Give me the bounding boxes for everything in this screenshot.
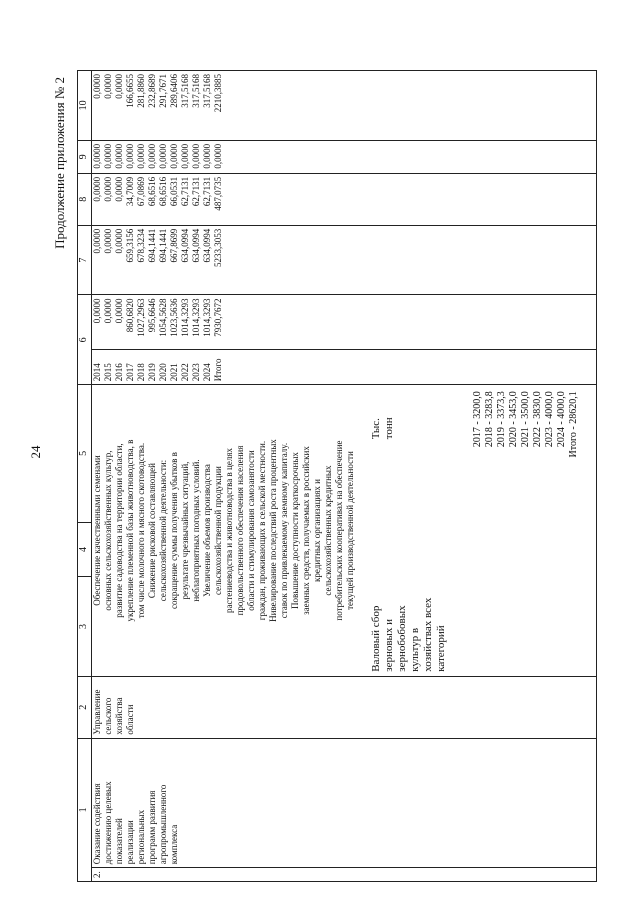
text-line: заемных средств, получаемых в российских	[301, 446, 311, 615]
program-table	[77, 70, 597, 882]
indicator-name	[370, 592, 448, 672]
text-line: сельскохозяйственной деятельности:	[158, 459, 168, 602]
text-line: кредитных организациях и	[312, 479, 322, 582]
text-line: 289,6406	[169, 74, 179, 108]
expected-effects	[92, 389, 356, 672]
text-line: 694,1441	[158, 228, 168, 263]
executor	[92, 676, 597, 738]
header-col-6: 6	[78, 295, 92, 385]
text-line: Увеличение объемов производства	[202, 464, 212, 597]
text-line: категорий	[435, 625, 447, 672]
text-line: хозяйствах всех	[422, 597, 434, 672]
text-line: 0,0000	[191, 143, 201, 169]
text-line: 659,3156	[125, 228, 135, 263]
text-line: 2023	[191, 363, 201, 382]
text-line: 0,0000	[114, 298, 124, 324]
text-line: 0,0000	[92, 176, 102, 202]
text-line: 67,0869	[136, 176, 146, 207]
text-line: области	[125, 704, 135, 735]
text-line: 2018 - 3283,8	[484, 391, 495, 448]
continuation-title: Продолжение приложения № 2	[52, 77, 67, 249]
total-funding-column	[92, 295, 597, 350]
text-line: 0,0000	[114, 74, 124, 99]
text-line: 166,6655	[125, 74, 135, 108]
text-line: основных сельскохозяйственных культур,	[103, 450, 113, 611]
measure-title	[92, 738, 597, 868]
text-line: 1014,3293	[180, 298, 190, 337]
text-line: сельскохозяйственной продукции	[213, 466, 223, 595]
text-line: 291,7671	[158, 74, 168, 108]
text-line: 2018	[136, 363, 146, 382]
text-line: 2015	[103, 363, 113, 382]
effects-and-indicators	[92, 385, 597, 677]
header-col-10: 10	[78, 71, 92, 141]
text-line: 667,8699	[169, 228, 179, 263]
text-line: граждан, проживающих в сельской местности.	[257, 440, 267, 621]
text-line: 2017	[125, 363, 135, 382]
federal-funding-column	[92, 225, 597, 295]
text-line: 0,0000	[92, 228, 102, 254]
text-line: 5233,3053	[213, 228, 223, 267]
text-line: 2023 - 4000,0	[544, 391, 555, 448]
text-line: Оказание содействия	[92, 783, 102, 865]
text-line: 1014,3293	[202, 298, 212, 337]
text-line: культур в	[409, 627, 421, 672]
text-line: Повышение доступности краткосрочных	[290, 452, 300, 609]
text-line: 2024 - 4000,0	[556, 391, 567, 448]
text-line: растениеводства и животноводства в целях	[224, 448, 234, 614]
text-line: 0,0000	[114, 176, 124, 202]
header-col-4: 4	[78, 522, 92, 577]
text-line: 0,0000	[103, 143, 113, 169]
row-number: 2.	[92, 868, 597, 882]
text-line: неблагоприятных погодных условий.	[191, 459, 201, 602]
text-line: 2020	[158, 363, 168, 382]
text-line: показателей	[114, 818, 124, 865]
text-line: 2022 - 3830,0	[532, 391, 543, 448]
text-line: 0,0000	[103, 228, 113, 254]
text-line: 694,1441	[147, 228, 157, 263]
text-line: региональных	[136, 809, 146, 865]
indicator-values	[472, 389, 580, 672]
page-number: 24	[28, 445, 43, 459]
text-line: достижению целевых	[103, 781, 113, 865]
text-line: 0,0000	[180, 143, 190, 169]
text-line: 2024	[202, 363, 212, 382]
text-line: 2022	[180, 363, 190, 382]
text-line: реализации	[125, 820, 135, 865]
text-line: 62,7131	[202, 176, 212, 207]
indicator-block	[370, 389, 448, 672]
text-line: 0,0000	[136, 143, 146, 169]
text-line: Валовый сбор	[370, 605, 382, 672]
document-page	[20, 12, 620, 892]
text-line: ставок по привлекаемому заемному капиталу.	[279, 442, 289, 619]
text-line: 62,7131	[180, 176, 190, 207]
text-line: Снижение рисковой составляющей	[147, 463, 157, 599]
text-line: 0,0000	[92, 74, 102, 99]
text-line: 0,0000	[92, 143, 102, 169]
text-line: 0,0000	[92, 298, 102, 324]
text-line: 0,0000	[202, 143, 212, 169]
text-line: 634,0994	[180, 228, 190, 263]
text-line: 0,0000	[114, 143, 124, 169]
text-line: сельскохозяйственных кредитных	[323, 465, 333, 596]
text-line: 317,5168	[202, 74, 212, 108]
text-line: текущей производственной деятельности	[345, 451, 355, 610]
text-line: 317,5168	[191, 74, 201, 108]
text-line: 317,5168	[180, 74, 190, 108]
header-col-7: 7	[78, 225, 92, 295]
table-row	[92, 71, 597, 882]
text-line: 634,0994	[191, 228, 201, 263]
text-line: 2210,3885	[213, 74, 223, 113]
header-row	[78, 71, 92, 882]
header-col-2: 2	[78, 676, 92, 738]
text-line: хозяйства	[114, 697, 124, 735]
extrabudget-funding-column	[92, 71, 597, 141]
header-col-5: 5	[78, 385, 92, 522]
text-line: 0,0000	[125, 143, 135, 169]
text-line: зерновых и	[383, 618, 395, 672]
text-line: том числе молочного и мясного скотоводства.	[136, 442, 146, 619]
text-line: 2019 - 3373,3	[496, 391, 507, 448]
text-line: агропромышленного	[158, 784, 168, 865]
text-line: области и стимулирования самозанятости	[246, 450, 256, 611]
text-line: 0,0000	[213, 143, 223, 169]
text-line: сельского	[103, 697, 113, 735]
text-line: 487,0735	[213, 176, 223, 211]
text-line: 634,0994	[202, 228, 212, 263]
text-line: 2019	[147, 363, 157, 382]
header-col-3: 3	[78, 577, 92, 676]
text-line: 2021 - 3500,0	[520, 391, 531, 448]
text-line: 995,6646	[147, 298, 157, 333]
text-line: Итого - 28620,1	[568, 391, 579, 458]
header-col-1: 1	[78, 738, 92, 881]
regional-funding-column	[92, 173, 597, 225]
text-line: комплекса	[169, 824, 179, 865]
text-line: Тыс.	[370, 418, 382, 440]
header-col-8: 8	[78, 173, 92, 225]
text-line: 0,0000	[169, 143, 179, 169]
text-line: Итого	[213, 358, 223, 382]
text-line: 62,7131	[191, 176, 201, 207]
text-line: 34,7009	[125, 176, 135, 207]
indicator-unit	[370, 399, 448, 439]
text-line: Обеспечение качественными семенами	[92, 455, 102, 606]
text-line: 1027,2963	[136, 298, 146, 337]
text-line: 0,0000	[114, 228, 124, 254]
text-line: Нивелирование последствий роста процентных	[268, 439, 278, 622]
text-line: укрепление племенной базы животноводства, в	[125, 439, 135, 622]
text-line: 66,0531	[169, 176, 179, 207]
text-line: 2014	[92, 363, 102, 382]
text-line: 0,0000	[158, 143, 168, 169]
years-column	[92, 350, 597, 385]
text-line: результате чрезвычайных ситуаций,	[180, 461, 190, 600]
text-line: 2021	[169, 363, 179, 382]
text-line: 281,8860	[136, 74, 146, 108]
text-line: 68,6516	[158, 176, 168, 207]
text-line: 860,6820	[125, 298, 135, 333]
text-line: тонн	[383, 417, 395, 440]
text-line: развитие садоводства на территории области,	[114, 443, 124, 618]
text-line: 0,0000	[103, 176, 113, 202]
text-line: сокращение суммы получения убытков в	[169, 452, 179, 610]
text-line: 2016	[114, 363, 124, 382]
text-line: 232,8689	[147, 74, 157, 108]
text-line: продовольственного обеспечения населения	[235, 445, 245, 616]
text-line: 1054,5628	[158, 298, 168, 337]
text-line: 678,3234	[136, 228, 146, 263]
text-line: зернобобовых	[396, 605, 408, 672]
text-line: 7930,7672	[213, 298, 223, 337]
text-line: 2020 - 3453,0	[508, 391, 519, 448]
text-line: потребительских кооперативах на обеспечение	[334, 440, 344, 621]
text-line: 1014,3293	[191, 298, 201, 337]
text-line: 0,0000	[103, 74, 113, 99]
text-line: 1023,5636	[169, 298, 179, 337]
text-line: 2017 - 3200,0	[472, 391, 483, 448]
text-line: 0,0000	[103, 298, 113, 324]
text-line: программ развития	[147, 790, 157, 865]
text-line: 68,6516	[147, 176, 157, 207]
header-col-9: 9	[78, 140, 92, 173]
local-funding-column	[92, 140, 597, 173]
text-line: Управление	[92, 689, 102, 735]
text-line: 0,0000	[147, 143, 157, 169]
